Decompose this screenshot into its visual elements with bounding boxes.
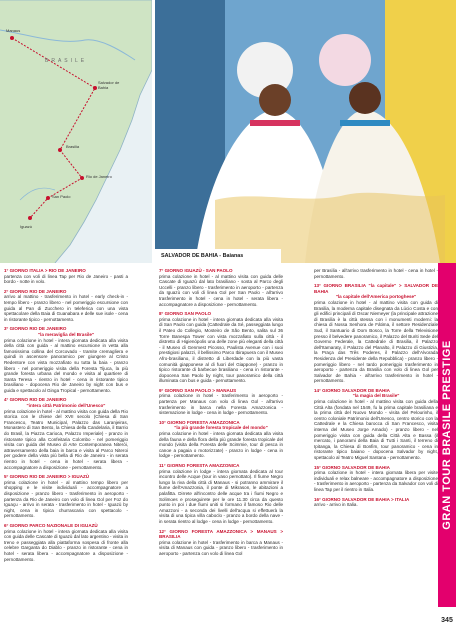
day-description: prima colazione in hotel - intera giornata dedicata alla visita della città con guida - al mattino escursione in vetta alla famosissima collina del Corcovado - tramite cremagliera e quindi in ascensore panoramico per giungere al Cristo Redentore con vista mozzafiato su tutta la baia - pranzo libero - nel pomeriggio visita della Foresta Tijuca, la più grande foresta urbana del mondo e visita al quartiere di Santa Teresa - rientro in hotel - cena in ristorante tipico brasiliano - dopocena Rio de Janeiro by night con bus e guida e spettacolo al Ginga Tropical - pernottamento. xyxy=(4,337,128,393)
day-title: 7° GIORNO IGUAZÙ - SAN PAOLO xyxy=(159,268,233,273)
day-title: 12° GIORNO FORESTA AMAZZONICA > MANAUS > BRASILIA xyxy=(159,528,283,540)
route-map xyxy=(0,0,152,263)
itinerary-day xyxy=(4,268,128,285)
photo-caption: SALVADOR DE BAHIA - Baianas xyxy=(155,249,281,263)
day-title: 11° GIORNO FORESTA AMAZZONICA xyxy=(159,463,240,468)
map-city-iguazu: Iguazù xyxy=(20,224,33,229)
day-title: 6° GIORNO PARCO NAZIONALE DI IGUAZÙ xyxy=(4,522,98,528)
day-subtitle: "la più grande foresta tropicale del mondo" xyxy=(174,425,268,431)
itinerary-day xyxy=(4,289,128,323)
sidebar-title: GRAN TOUR BRASILE PRESTIGE xyxy=(441,340,453,530)
day-description: prima colazione in hotel - al mattino visita con guida delle Cascate di Iguazù dal lato brasiliano - sosta al Parco degli Uccelli - pranzo libero - trasferimento in aeroporto - partenza da Iguazù con voli di linea Gol per San Paolo - all'arrivo trasferimento in hotel - cena in hotel - serata libera - accompagnatore a disposizione - pernottamento. xyxy=(159,273,283,307)
day-description: prima colazione in hotel - intera giornata dedicata alla visita della fauna e della flora della più grande foresta tropicale del mondo (visita della Foresta delle Scimmie, tour di pesca in canoe a pagaia o motorizzate) - pranzo in lodge - cena in lodge - pernottamento. xyxy=(159,431,283,459)
day-subtitle: "la capitale dell'America portoghese" xyxy=(335,294,417,300)
day-description: prima colazione in hotel - al mattino visita con guida di Brasilia, la moderna capitale disegnata da Lúcio Costa e con gli edifici principali di Oscar Niemeyer (la principale attrazione di Brasilia è la città stessa con i monumenti moderni: la chiesa di Nossa Senhora de Fátima, il settore Residenziale Sud, il Santuario di Dom Bosco, la Torre della Televisione presso il belvedere panoramico, il Palazzo del Buriti Sede del Governo Federale, la Cattedrale di Brasilia, il Palazzo dell'Itamaraty, il Palazzo del Planalto, il Palazzo di Giustizia, la Praça das Três Poderes, il Palazzo dell'Alvorada Residenza del Presidente della Repubblica) - pranzo libero - pomeriggio libero - nel tardo pomeriggio trasferimento in aeroporto - partenza da Brasilia con volo di linea Gol per Salvador de Bahia - all'arrivo trasferimento in hotel - pernottamento. xyxy=(314,299,438,384)
itinerary-day xyxy=(159,388,283,416)
itinerary-day xyxy=(159,529,283,557)
itinerary-day xyxy=(314,465,438,493)
day-title: 9° GIORNO SAN PAOLO > MANAUS xyxy=(159,387,237,393)
day-subtitle: "la meraviglia del Brasile" xyxy=(37,331,95,337)
day-description: prima colazione in hotel - al mattino visita con guida della Rio storica con le chiese del XVII secolo (Chiesa di San Francesco, Teatro Municipal, Palazzo das Laranjeiras, Monastero di San Bento, la Chiesa della Candelaria, il Barrio do Brasil, la Piazza Carioca, Palazzo Imperiale) - pranzo in ristorante tipico alla Confeitaria Colombo - nel pomeriggio visita con guida del Museo di Arte Contemporanea Niterói, attraversamento della baia in barca e visita al Parco Niteroi per godere della vista più bella di Rio de Janeiro - in serata rientro in hotel - cena in hotel - serata libera - accompagnatore a disposizione - pernottamento. xyxy=(4,408,128,470)
day-description: prima colazione in hotel - trasferimento in barca a Manaus - visita di Manaus con guida - pranzo libero - trasferimento in aeroporto - partenza con volo di linea Gol xyxy=(159,539,283,556)
salvador-photo xyxy=(155,0,456,263)
itinerary-day xyxy=(314,497,438,508)
itinerary-column-1 xyxy=(4,268,128,566)
day-title: 8° GIORNO SAN PAOLO xyxy=(159,311,212,317)
day-subtitle: "la magia del Brasile" xyxy=(352,393,400,399)
day-description: arrivo al mattino - trasferimento in hotel - early check-in - tempo libero - pranzo libero - nel pomeriggio escursione con guida al Pan di Zucchero in teleferica con una vista spettacolare della Baia di Guanabara e delle sue isole - cena in ristorante tipico - pernottamento. xyxy=(4,294,128,322)
day-description: prima colazione in lodge - intera giornata dedicata al tour incontro delle Acque (tour in vaso pernottato). Il fiume Negro lungo la riva della città di Manaus - si potranno ammirare il fiume dell'Amazzonia, il ponte di Mikrason, le abitazioni a palafitta. Dirrete all'incontro delle acque tra i fiumi Negro e Solimoes e proseguirete per le ore 11.30 circa da questo punto in poi i due fiumi uniti si formano il famoso Rio delle Amazzoni - a seconda dei livelli dell'acqua si effettuerà la visita di una tipica villa caboclo - pranzo a bordo della nave - in serata rientro al lodge - cena in lodge - pernottamento. xyxy=(159,468,283,524)
itinerary-column-2 xyxy=(159,268,283,561)
day-title: 1° GIORNO ITALIA > RIO DE JANEIRO xyxy=(4,268,86,273)
day-description: prima colazione in hotel - trasferimento in aeroporto - partenza per Manaus con volo di linea Gol - all'arrivo trasferimento in barca nella Foresta Amazzonica - sistemazione in lodge - cena in lodge - pernottamento. xyxy=(159,393,283,416)
itinerary-day xyxy=(314,268,438,279)
day-description: prima colazione in hotel - intera giornata dedicata alla visita di San Paolo con guida (Cattedrale da Sé, passeggiata lungo il Pateo do Collegio, Mosteiro de São Bento, salita sul 36 Torre Banespa Tower con vista mozzafiato sulla città - il distretto di Higienópolis una delle zone più eleganti della città - il Museo di Genmest Picosso, Paulista Avenue con i suoi prestigiosi palazzi, il bellissimo Parco Ibirapuera con il Museo Afro-brasiliano, il distretto di Liberdade con la più vasta comunità giapponese al di fuori del Giappone) - pranzo in tipico ristorante di barbecue brasiliano - cena in ristorante - dopocena San Paolo by night, tour panoramico della città illuminata con bus e guida - pernottamento. xyxy=(159,316,283,384)
map-city-manaus: Manaus xyxy=(6,28,21,33)
map-city-san-paolo: San Paolo xyxy=(52,194,71,199)
itinerary-day xyxy=(314,388,438,461)
itinerary-column-3 xyxy=(314,268,438,512)
day-description: prima colazione in hotel - intera giornata libera per visite individuali e relax balneare - accompagnatore a disposizione - trasferimento in aeroporto - partenza da Salvador con voli di linea Tap per il rientro in Italia. xyxy=(314,470,438,492)
map-city-salvador: Salvador de Bahia xyxy=(98,80,120,90)
itinerary-day xyxy=(4,523,128,562)
page-number: 345 xyxy=(441,617,453,624)
itinerary-day xyxy=(159,311,283,384)
day-title: 15° GIORNO SALVADOR DE BAHIA xyxy=(314,464,390,470)
day-description: prima colazione in hotel - intera giornata dedicata alla visita con guida delle Cascate di Iguazù dal lato argentino - visita in treno e passeggiata alla piattaforma sospesa di fronte alla celebre Garganta do Diablo - pranzo in ristorante - cena in hotel - serata libera - accompagnatore a disposizione - pernottamento. xyxy=(4,528,128,562)
day-description: arrivo - arrivo in Italia. xyxy=(314,502,358,508)
day-title: 16° GIORNO SALVADOR DE BAHIA > ITALIA xyxy=(314,496,410,502)
day-title: 2° GIORNO RIO DE JANEIRO xyxy=(4,288,67,294)
itinerary-day xyxy=(4,326,128,393)
itinerary-day xyxy=(314,283,438,384)
day-title: 10° GIORNO FORESTA AMAZZONICA xyxy=(159,419,240,425)
day-description: partenza con voli di linea Tap per Rio de Janeiro - pasti a bordo - notte in volo. xyxy=(4,273,128,285)
itinerary-day xyxy=(159,463,283,525)
day-title: 13° GIORNO BRASILIA "la capitale" > SALVADOR DE BAHIA xyxy=(314,283,438,294)
day-title: 4° GIORNO RIO DE JANEIRO xyxy=(4,397,67,403)
itinerary-day xyxy=(159,268,283,307)
map-city-rio: Rio de Janeiro xyxy=(86,174,112,179)
day-title: 3° GIORNO RIO DE JANEIRO xyxy=(4,326,67,332)
day-description: per Brasilia - all'arrivo trasferimento in hotel - cena in hotel - pernottamento. xyxy=(314,268,438,279)
itinerary-day xyxy=(4,474,128,519)
itinerary-day xyxy=(159,420,283,459)
baianas-illustration xyxy=(155,0,456,263)
itinerary-day xyxy=(4,397,128,470)
day-title: 14° GIORNO SALVADOR DE BAHIA xyxy=(314,387,390,393)
day-subtitle: "intera città Patrimonio dell'Unesco" xyxy=(26,403,106,409)
day-title: 5° GIORNO RIO DE JANEIRO > IGUAZÙ xyxy=(4,474,90,480)
map-city-brasilia: Brasilia xyxy=(66,144,80,149)
day-description: prima colazione in hotel - al mattino tempo libero per shopping e le visite individuali - accompagnatore a disposizione - pranzo libero - trasferimento in aeroporto - partenza da Rio de Janeiro con volo di linea Gol per Foz do Iguaçu - arrivo in serata - trasferimento in hotel - Iguazù by night, cena in tipica churrascaria con spettacolo - pernottamento. xyxy=(4,479,128,519)
map-country-label: BRASILE xyxy=(45,58,88,64)
day-description: prima colazione in hotel - al mattino visita con guida della Città Alta (fondata nel 1549, fu la prima capitale brasiliana e la prima città del Nuovo Mondo - visita del Pelourinho, il centro coloniale Patrimonio dell'Unesco, centro storico con la Cattedrale e la Chiesa barocca di San Francesco, visita interna del Museo Jorge Amado) - pranzo libero - nel pomeriggio visita con guida della Città Alta e Bassa (il mercato, i panorami della Baia di Tutti i Santi, il terreno di Ipitanga, la Chiesa di Bonfim, tour panoramico - cena in ristorante tipico baiano - dopocena Salvador by night, spettacolo al Teatro Miguel Santana - pernottamento. xyxy=(314,399,438,460)
